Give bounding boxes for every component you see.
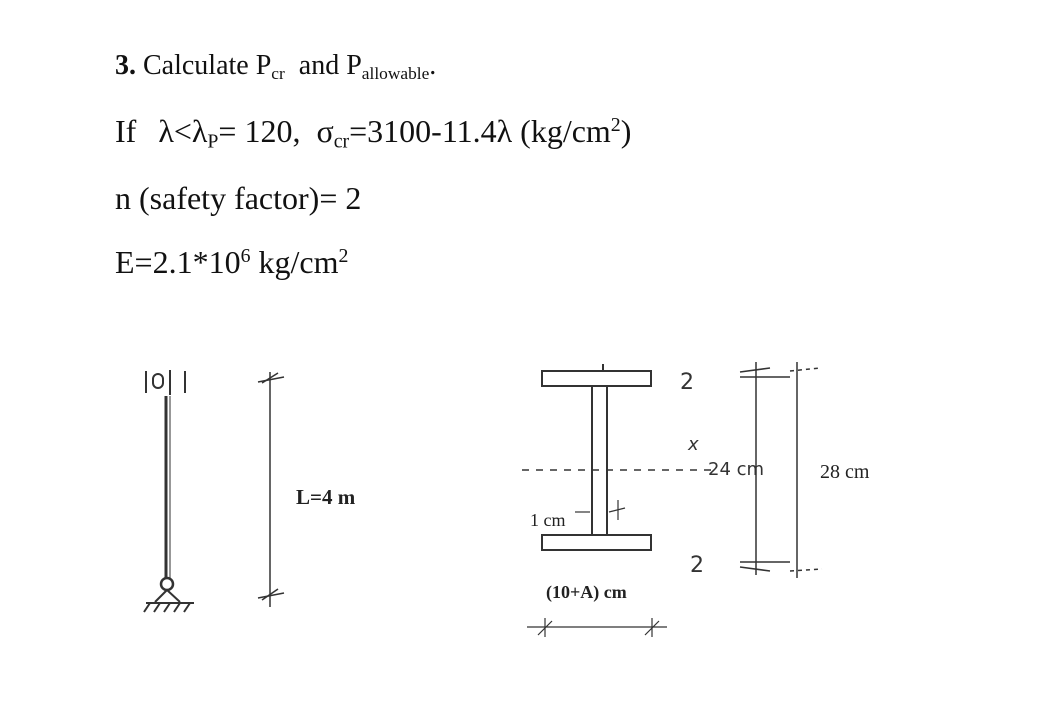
- lambda-sub: P: [207, 130, 219, 153]
- bottom-flange-thickness-label: 2: [690, 553, 704, 578]
- problem-number: 3.: [115, 50, 136, 81]
- modulus-unit: kg/cm: [250, 244, 339, 280]
- total-height-label: 28 cm: [820, 461, 870, 483]
- if-label: If: [115, 113, 137, 149]
- formula-end: ): [620, 113, 632, 149]
- sigma-sub: cr: [333, 130, 350, 153]
- web-height-label: 24 cm: [708, 459, 765, 480]
- lambda-lhs: λ<λ: [158, 113, 208, 149]
- top-flange-thickness-label: 2: [680, 370, 694, 395]
- modulus-unit-sup: 2: [338, 245, 349, 268]
- modulus-prefix: E=2.1*10: [115, 244, 241, 280]
- modulus-exp: 6: [240, 245, 251, 268]
- title-prefix: Calculate P: [143, 50, 272, 81]
- title-sub-allowable: allowable: [361, 63, 430, 83]
- sigma-symbol: σ: [316, 113, 334, 149]
- lambda-rhs: = 120,: [218, 113, 301, 149]
- title-mid: and P: [298, 50, 362, 81]
- formula-sup: 2: [610, 114, 621, 137]
- flange-width-label: (10+A) cm: [546, 582, 627, 602]
- axis-label: x: [688, 434, 699, 455]
- web-thickness-dimension: [575, 500, 625, 520]
- column-top-fixity-icon: [146, 370, 185, 395]
- safety-factor-line: n (safety factor)= 2: [115, 180, 362, 216]
- flange-width-dimension: [527, 618, 667, 637]
- title-sub-cr: cr: [271, 63, 285, 83]
- web-thickness-label: 1 cm: [530, 510, 566, 530]
- sigma-formula: =3100-11.4λ (kg/cm: [349, 113, 611, 149]
- title-end: .: [429, 50, 437, 81]
- pin-support-icon: [144, 578, 194, 612]
- column-length-label: L=4 m: [296, 485, 356, 509]
- length-dimension: [258, 372, 284, 607]
